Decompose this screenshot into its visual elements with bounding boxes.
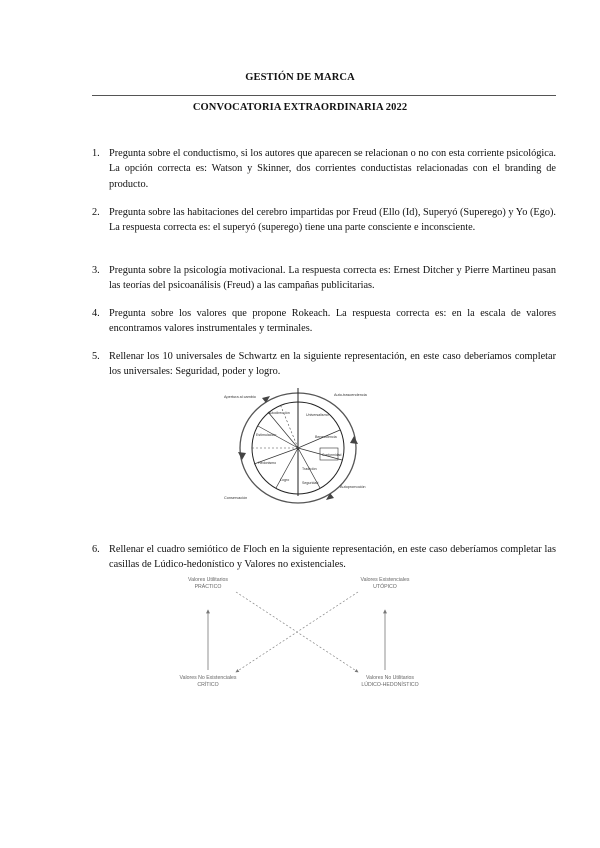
- floch-semiotic-square: [160, 572, 460, 696]
- floch-bottom-right-line1: Valores No Utilitarios: [365, 675, 415, 681]
- question-item-1: [92, 146, 556, 192]
- item-number: 3.: [92, 265, 100, 276]
- item-text: Pregunta sobre la psicología motivacional. La respuesta correcta es: Ernest Ditcher y Pierre Martineu pasan las teorías del psicoanálisis (Freud) a las campañas publicitarias.: [109, 265, 556, 292]
- question-item-5: [92, 349, 556, 380]
- arrowhead: [350, 436, 358, 444]
- floch-bottom-right-line2: LÚDICO-HEDONÍSTICO: [361, 682, 419, 688]
- question-item-2: [92, 205, 556, 236]
- item-text: Pregunta sobre las habitaciones del cerebro impartidas por Freud (Ello (Id), Superyó (Superego) y Yo (Ego). La respuesta correcta es: el superyó (superego) tiene una parte consciente e inconsciente.: [109, 207, 556, 234]
- item-number: 2.: [92, 207, 100, 218]
- label-apertura: Apertura al cambio: [224, 395, 256, 399]
- sector-estimulacion: Estimulación: [256, 433, 277, 437]
- item-number: 6.: [92, 544, 100, 555]
- sector-universalismo: Universalismo: [306, 413, 329, 417]
- item-text: Rellenar el cuadro semiótico de Floch en la siguiente representación, en este caso deberíamos completar las casillas de Lúdico-hedonístico y Valores no existenciales.: [109, 544, 556, 571]
- question-item-3: [92, 263, 556, 294]
- arrowhead: [238, 452, 246, 460]
- label-autotrascendencia: Auto-trascendencia: [334, 393, 367, 397]
- floch-top-right-line2: UTÓPICO: [373, 584, 397, 590]
- sector-benevolencia: Benevolencia: [315, 435, 337, 439]
- sector-logro: Logro: [280, 478, 290, 482]
- sector-seguridad: Seguridad: [302, 481, 319, 485]
- header-divider: [92, 95, 556, 96]
- item-number: 5.: [92, 351, 100, 362]
- floch-bottom-left-line1: Valores No Existenciales: [179, 675, 237, 681]
- sector-hedonismo: Hedonismo: [258, 461, 277, 465]
- floch-top-right-line1: Valores Existenciales: [360, 577, 410, 583]
- item-text: Pregunta sobre los valores que propone Rokeach. La respuesta correcta es: en la escala de valores encontramos valores instrumentales y terminales.: [109, 308, 556, 335]
- label-conservacion: Conservación: [224, 496, 248, 500]
- schwartz-values-diagram: [222, 386, 374, 508]
- item-number: 4.: [92, 308, 100, 319]
- arrowhead: [262, 396, 270, 403]
- document-title: GESTIÓN DE MARCA: [245, 72, 355, 83]
- label-autopromocion: Autopromoción: [340, 485, 366, 489]
- floch-bottom-left-line2: CRÍTICO: [197, 682, 219, 688]
- floch-top-left-line2: PRÁCTICO: [194, 584, 222, 590]
- sector-conformidad: Conformidad: [322, 453, 342, 457]
- item-number: 1.: [92, 148, 100, 159]
- item-text: Pregunta sobre el conductismo, si los autores que aparecen se relacionan o no con esta corriente psicológica. La opción correcta es: Watson y Skinner, dos corrientes conductistas relacionadas con el branding de producto.: [109, 148, 556, 190]
- sector-tradicion: Tradición: [302, 467, 317, 471]
- item-text: Rellenar los 10 universales de Schwartz en la siguiente representación, en este caso deberíamos completar los universales: Seguridad, poder y logro.: [109, 351, 556, 378]
- document-subtitle: CONVOCATORIA EXTRAORDINARIA 2022: [192, 102, 408, 113]
- arrowhead: [326, 493, 334, 500]
- question-item-6: [92, 542, 556, 573]
- sector-autodireccion: Autodirección: [268, 411, 290, 415]
- floch-top-left-line1: Valores Utilitarios: [188, 577, 228, 583]
- question-item-4: [92, 306, 556, 337]
